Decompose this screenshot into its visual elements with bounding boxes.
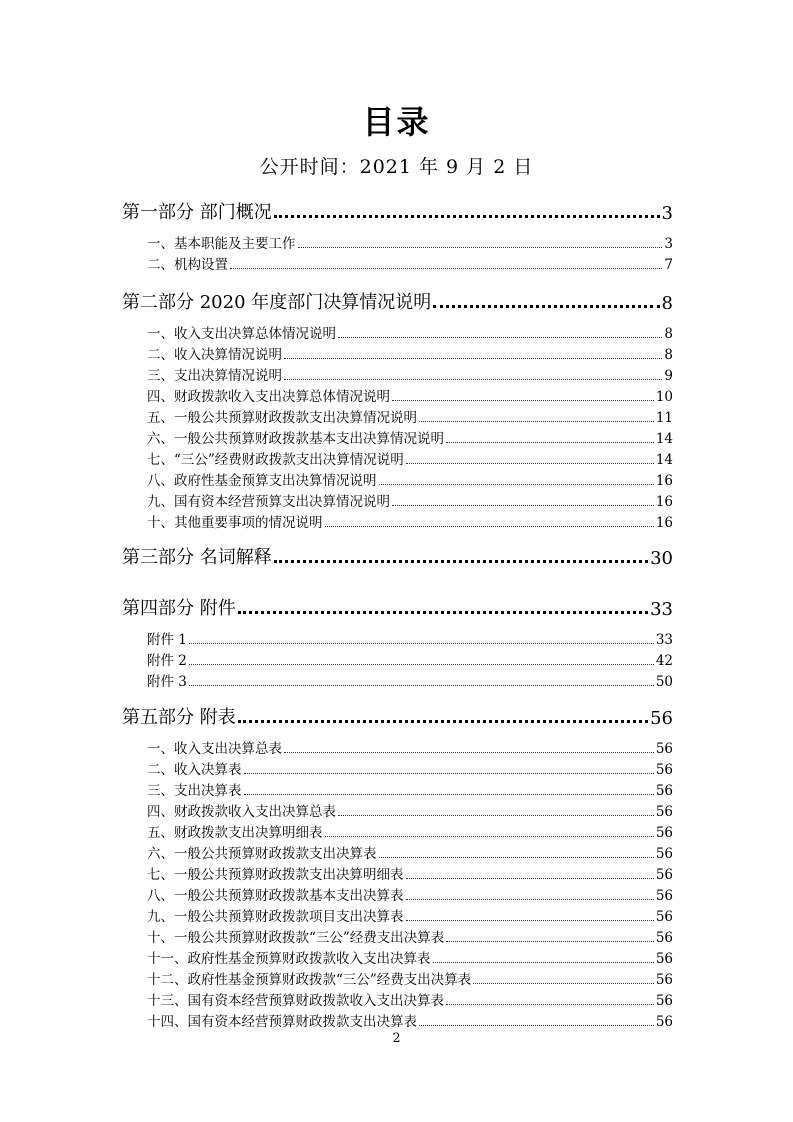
toc-leader-dots [446,442,654,443]
toc-entry-page: 7 [664,257,673,273]
toc-entry-label: 附件 2 [147,653,187,669]
toc-item-row[interactable] [122,234,673,252]
toc-leader-dots [446,1004,654,1005]
toc-entry-page: 56 [655,867,673,883]
toc-leader-dots [419,421,654,422]
toc-entry-page: 56 [655,741,673,757]
toc-entry-label: 二、收入决算情况说明 [147,347,282,363]
toc-entry-label: 三、支出决算情况说明 [147,368,282,384]
toc-leader-dots [238,611,648,614]
toc-entry-label: 附件 3 [147,674,187,690]
toc-entry-page: 11 [655,410,673,426]
toc-leader-dots [230,268,662,269]
toc-entry-page: 56 [655,1014,673,1030]
toc-entry-label: 第一部分 部门概况 [122,202,272,223]
toc-entry-label: 五、财政拨款支出决算明细表 [147,825,323,841]
toc-item-row[interactable] [122,823,673,841]
toc-leader-dots [338,815,654,816]
toc-entry-label: 四、财政拨款收入支出决算总表 [147,804,336,820]
toc-item-row[interactable] [122,865,673,883]
toc-leader-dots [274,560,648,563]
toc-entry-page: 9 [664,368,673,384]
toc-entry-page: 14 [655,431,673,447]
toc-entry-label: 第三部分 名词解释 [122,547,272,568]
toc-entry-label: 十、一般公共预算财政拨款“三公”经费支出决算表 [147,930,445,946]
toc-entry-page: 56 [655,993,673,1009]
toc-entry-page: 56 [655,888,673,904]
toc-item-row[interactable] [122,408,673,426]
toc-entry-page: 56 [655,762,673,778]
toc-entry-label: 七、一般公共预算财政拨款支出决算明细表 [147,867,404,883]
toc-entry-page: 56 [655,783,673,799]
toc-part-row[interactable] [122,596,673,620]
toc-item-row[interactable] [122,844,673,862]
toc-leader-dots [189,685,654,686]
toc-entry-label: 一、收入支出决算总表 [147,741,282,757]
toc-leader-dots [473,983,654,984]
toc-entry-page: 14 [655,452,673,468]
page-number: 2 [392,1031,401,1046]
toc-entry-label: 一、基本职能及主要工作 [147,236,296,252]
toc-part-row[interactable] [122,545,673,569]
toc-entry-page: 8 [661,293,673,314]
toc-item-row[interactable] [122,387,673,405]
toc-item-row[interactable] [122,324,673,342]
toc-part-row[interactable] [122,705,673,729]
toc-leader-dots [379,484,654,485]
toc-entry-label: 八、政府性基金预算支出决算情况说明 [147,473,377,489]
toc-entry-page: 50 [655,674,673,690]
toc-entry-page: 56 [655,846,673,862]
toc-entry-page: 56 [655,909,673,925]
toc-entry-page: 56 [655,804,673,820]
toc-leader-dots [325,526,654,527]
toc-entry-label: 九、国有资本经营预算支出决算情况说明 [147,494,390,510]
toc-leader-dots [433,305,659,308]
toc-entry-label: 十三、国有资本经营预算财政拨款收入支出决算表 [147,993,444,1009]
toc-entry-label: 十四、国有资本经营预算财政拨款支出决算表 [147,1014,417,1030]
toc-entry-label: 第四部分 附件 [122,598,236,619]
toc-leader-dots [244,773,654,774]
toc-entry-page: 56 [655,951,673,967]
toc-item-row[interactable] [122,366,673,384]
toc-item-row[interactable] [122,886,673,904]
toc-item-row[interactable] [122,1012,673,1030]
toc-leader-dots [284,752,654,753]
toc-entry-page: 8 [664,326,673,342]
toc-entry-label: 六、一般公共预算财政拨款支出决算表 [147,846,377,862]
toc-entry-label: 第五部分 附表 [122,707,236,728]
toc-part-row[interactable] [122,290,673,314]
toc-entry-label: 三、支出决算表 [147,783,242,799]
toc-entry-label: 十二、政府性基金预算财政拨款“三公”经费支出决算表 [147,972,472,988]
toc-item-row[interactable] [122,630,673,648]
toc-item-row[interactable] [122,907,673,925]
toc-item-row[interactable] [122,429,673,447]
toc-entry-label: 六、一般公共预算财政拨款基本支出决算情况说明 [147,431,444,447]
toc-item-row[interactable] [122,970,673,988]
toc-leader-dots [189,664,654,665]
toc-leader-dots [238,720,648,723]
toc-item-row[interactable] [122,949,673,967]
toc-item-row[interactable] [122,781,673,799]
toc-entry-page: 16 [655,473,673,489]
toc-entry-label: 二、收入决算表 [147,762,242,778]
toc-entry-page: 56 [655,825,673,841]
toc-item-row[interactable] [122,513,673,531]
toc-leader-dots [189,643,654,644]
toc-entry-page: 56 [655,972,673,988]
toc-leader-dots [298,247,663,248]
toc-leader-dots [274,215,660,218]
toc-entry-label: 八、一般公共预算财政拨款基本支出决算表 [147,888,404,904]
toc-leader-dots [338,337,662,338]
toc-entry-label: 附件 1 [147,632,187,648]
toc-leader-dots [284,358,662,359]
toc-entry-page: 56 [655,930,673,946]
toc-entry-page: 3 [661,203,673,224]
toc-leader-dots [419,1025,654,1026]
toc-entry-label: 五、一般公共预算财政拨款支出决算情况说明 [147,410,417,426]
toc-entry-page: 16 [655,494,673,510]
toc-item-row[interactable] [122,760,673,778]
toc-entry-label: 十一、政府性基金预算财政拨款收入支出决算表 [147,951,431,967]
toc-item-row[interactable] [122,991,673,1009]
toc-entry-page: 8 [664,347,673,363]
toc-leader-dots [392,400,654,401]
toc-leader-dots [406,463,654,464]
toc-item-row[interactable] [122,739,673,757]
toc-item-row[interactable] [122,255,673,273]
toc-entry-page: 42 [655,653,673,669]
toc-entry-label: 十、其他重要事项的情况说明 [147,515,323,531]
toc-leader-dots [406,878,654,879]
toc-entry-label: 二、机构设置 [147,257,228,273]
toc-entry-page: 16 [655,515,673,531]
toc-entry-label: 一、收入支出决算总体情况说明 [147,326,336,342]
toc-entry-page: 3 [664,236,673,252]
toc-part-row[interactable] [122,200,673,224]
page-title: 目录 [362,103,431,141]
toc-entry-label: 九、一般公共预算财政拨款项目支出决算表 [147,909,404,925]
toc-entry-page: 33 [655,632,673,648]
toc-entry-page: 56 [650,708,673,729]
toc-item-row[interactable] [122,928,673,946]
toc-leader-dots [392,505,654,506]
toc-item-row[interactable] [122,450,673,468]
toc-leader-dots [433,962,654,963]
toc-entry-label: 七、“三公”经费财政拨款支出决算情况说明 [147,452,404,468]
toc-entry-page: 30 [650,548,673,569]
toc-leader-dots [379,857,654,858]
toc-item-row[interactable] [122,492,673,510]
toc-leader-dots [406,920,654,921]
toc-entry-page: 10 [655,389,673,405]
toc-item-row[interactable] [122,471,673,489]
toc-item-row[interactable] [122,802,673,820]
publish-date: 公开时间：2021 年 9 月 2 日 [259,156,534,178]
toc-leader-dots [446,941,654,942]
toc-entry-label: 第二部分 2020 年度部门决算情况说明 [122,292,432,313]
toc-item-row[interactable] [122,672,673,690]
toc-leader-dots [244,794,654,795]
toc-item-row[interactable] [122,345,673,363]
toc-item-row[interactable] [122,651,673,669]
toc-entry-page: 33 [650,599,673,620]
toc-leader-dots [284,379,662,380]
toc-entry-label: 四、财政拨款收入支出决算总体情况说明 [147,389,390,405]
toc-leader-dots [406,899,654,900]
toc-leader-dots [325,836,654,837]
